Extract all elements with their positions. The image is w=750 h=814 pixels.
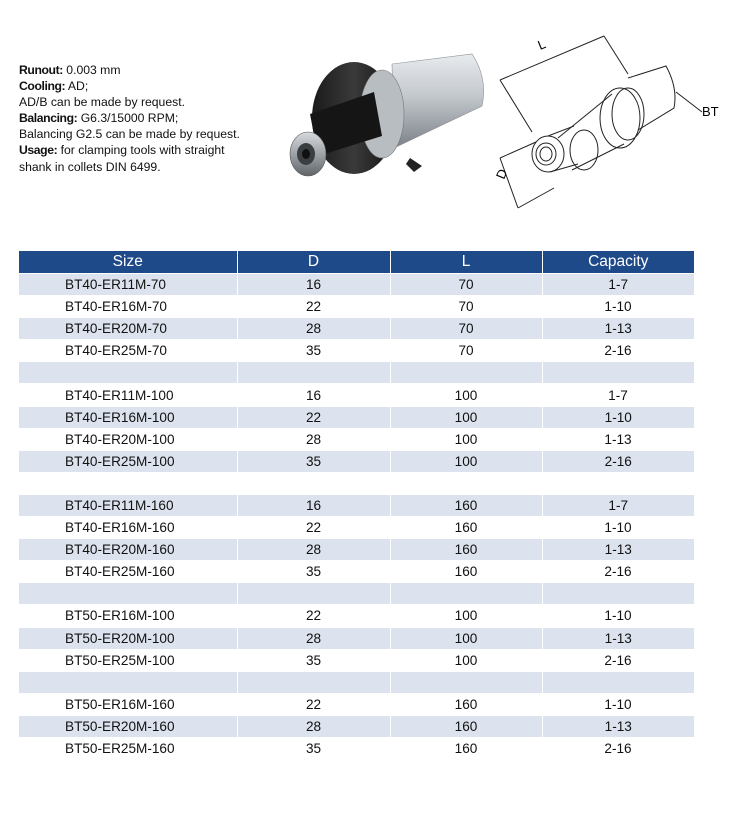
table-row: [19, 605, 694, 627]
cell-l: 160: [390, 561, 542, 583]
table-row: [19, 539, 694, 561]
cell-capacity: 1-7: [542, 494, 694, 516]
cell-l: 160: [390, 494, 542, 516]
cell-d: 28: [237, 627, 390, 649]
cell-size: BT50-ER16M-160: [19, 693, 237, 715]
label-bt: BT: [702, 104, 719, 119]
table-row: [19, 693, 694, 715]
cell-l: 100: [390, 384, 542, 406]
cell-size: BT50-ER20M-100: [19, 627, 237, 649]
dimension-drawing: [488, 30, 738, 220]
cell-l: [390, 472, 542, 494]
cell-d: 22: [237, 517, 390, 539]
cell-capacity: 2-16: [542, 561, 694, 583]
cell-d: 35: [237, 649, 390, 671]
cell-size: [19, 583, 237, 605]
cell-capacity: [542, 671, 694, 693]
table-row: [19, 340, 694, 362]
cell-capacity: [542, 583, 694, 605]
cell-l: 160: [390, 715, 542, 737]
balancing-extra: Balancing G2.5 can be made by request.: [19, 127, 240, 142]
cell-d: [237, 583, 390, 605]
table-row: [19, 296, 694, 318]
cell-l: 70: [390, 296, 542, 318]
cell-l: 160: [390, 517, 542, 539]
cell-size: BT40-ER20M-160: [19, 539, 237, 561]
cell-l: [390, 671, 542, 693]
cell-d: 16: [237, 384, 390, 406]
cell-size: BT50-ER16M-100: [19, 605, 237, 627]
cell-l: 100: [390, 605, 542, 627]
runout-label: Runout:: [19, 63, 63, 77]
cell-size: BT40-ER16M-160: [19, 517, 237, 539]
cell-size: BT50-ER20M-160: [19, 715, 237, 737]
cell-l: 70: [390, 340, 542, 362]
cell-d: 28: [237, 539, 390, 561]
table-row: [19, 384, 694, 406]
cell-l: 100: [390, 649, 542, 671]
cell-l: 100: [390, 406, 542, 428]
table-row: [19, 517, 694, 539]
cell-capacity: 1-7: [542, 384, 694, 406]
cell-l: [390, 583, 542, 605]
cell-l: 70: [390, 318, 542, 340]
cell-size: BT40-ER25M-160: [19, 561, 237, 583]
usage-line: [19, 142, 289, 158]
cell-size: BT40-ER16M-70: [19, 296, 237, 318]
cell-size: BT40-ER11M-70: [19, 274, 237, 296]
table-spacer-row: [19, 671, 694, 693]
label-l: L: [535, 36, 548, 53]
cell-l: 160: [390, 737, 542, 759]
cell-capacity: 1-10: [542, 296, 694, 318]
table-row: [19, 318, 694, 340]
table-spacer-row: [19, 583, 694, 605]
cell-d: 35: [237, 561, 390, 583]
cell-size: BT50-ER25M-160: [19, 737, 237, 759]
label-d: D: [492, 166, 511, 182]
balancing-value: G6.3/15000 RPM;: [77, 111, 179, 126]
usage-value: for clamping tools with straight: [57, 143, 225, 158]
cooling-extra: AD/B can be made by request.: [19, 95, 185, 110]
table-header: [19, 251, 694, 274]
cell-l: 100: [390, 450, 542, 472]
cell-capacity: 1-13: [542, 318, 694, 340]
header-l: L: [390, 251, 542, 274]
cell-l: 70: [390, 274, 542, 296]
cell-l: 100: [390, 627, 542, 649]
cell-size: BT40-ER20M-100: [19, 428, 237, 450]
usage-extra: shank in collets DIN 6499.: [19, 159, 161, 174]
cell-d: 35: [237, 737, 390, 759]
table-row: [19, 428, 694, 450]
cell-size: BT40-ER25M-70: [19, 340, 237, 362]
header-d: D: [237, 251, 390, 274]
header-capacity: Capacity: [542, 251, 694, 274]
usage-label: Usage:: [19, 143, 58, 158]
cell-d: [237, 472, 390, 494]
runout-line: [19, 62, 289, 78]
cell-d: 28: [237, 428, 390, 450]
cell-capacity: 1-13: [542, 715, 694, 737]
cell-size: BT40-ER11M-100: [19, 384, 237, 406]
cell-d: 22: [237, 406, 390, 428]
table-row: [19, 649, 694, 671]
cell-capacity: 1-10: [542, 693, 694, 715]
table-spacer-row: [19, 472, 694, 494]
cell-d: 16: [237, 274, 390, 296]
balancing-label: Balancing:: [19, 111, 78, 126]
cell-d: 22: [237, 693, 390, 715]
cell-d: 22: [237, 605, 390, 627]
cell-capacity: 2-16: [542, 340, 694, 362]
cell-size: [19, 362, 237, 384]
cell-d: 28: [237, 318, 390, 340]
cell-capacity: [542, 472, 694, 494]
spec-table: [19, 251, 695, 759]
table-row: [19, 715, 694, 737]
cell-size: [19, 671, 237, 693]
table-row: [19, 494, 694, 516]
cell-capacity: 1-10: [542, 605, 694, 627]
cell-capacity: 2-16: [542, 737, 694, 759]
table-row: [19, 627, 694, 649]
cell-capacity: [542, 362, 694, 384]
cooling-line: [19, 78, 289, 94]
table-row: [19, 406, 694, 428]
cell-l: 160: [390, 693, 542, 715]
cell-d: [237, 362, 390, 384]
cooling-value: AD;: [65, 79, 89, 94]
cell-capacity: 1-7: [542, 274, 694, 296]
tool-holder-image: [282, 36, 502, 196]
cell-capacity: 1-10: [542, 517, 694, 539]
cell-d: 35: [237, 450, 390, 472]
cooling-label: Cooling:: [19, 79, 66, 94]
spec-block: [19, 62, 289, 175]
cell-d: 22: [237, 296, 390, 318]
table-row: [19, 450, 694, 472]
cell-size: BT40-ER20M-70: [19, 318, 237, 340]
balancing-line: [19, 110, 289, 126]
cell-size: BT40-ER11M-160: [19, 494, 237, 516]
cell-l: 100: [390, 428, 542, 450]
cell-capacity: 1-13: [542, 627, 694, 649]
cell-l: [390, 362, 542, 384]
header-size: Size: [19, 251, 237, 274]
cell-d: 35: [237, 340, 390, 362]
cell-capacity: 2-16: [542, 649, 694, 671]
cell-l: 160: [390, 539, 542, 561]
cell-size: BT50-ER25M-100: [19, 649, 237, 671]
cell-d: 16: [237, 494, 390, 516]
cell-d: [237, 671, 390, 693]
cell-size: [19, 472, 237, 494]
table-row: [19, 561, 694, 583]
cell-size: BT40-ER25M-100: [19, 450, 237, 472]
table-row: [19, 737, 694, 759]
cell-capacity: 1-13: [542, 428, 694, 450]
runout-value: 0.003 mm: [62, 63, 121, 77]
cell-capacity: 2-16: [542, 450, 694, 472]
table-spacer-row: [19, 362, 694, 384]
cell-capacity: 1-13: [542, 539, 694, 561]
cell-d: 28: [237, 715, 390, 737]
cell-size: BT40-ER16M-100: [19, 406, 237, 428]
table-row: [19, 274, 694, 296]
cell-capacity: 1-10: [542, 406, 694, 428]
